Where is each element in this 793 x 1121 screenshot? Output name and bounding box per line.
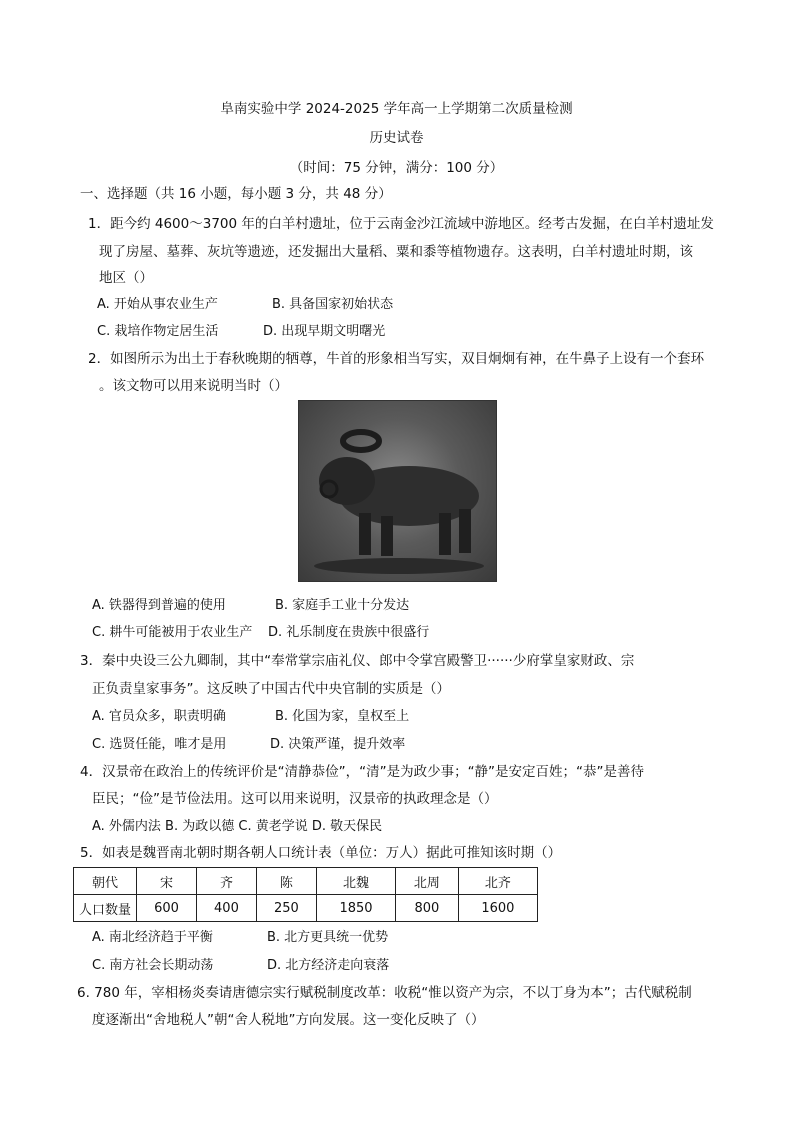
table-cell: 北周 [396, 868, 459, 895]
table-cell: 陈 [256, 868, 316, 895]
table-cell: 800 [396, 895, 459, 922]
q1-line-1: 1．距今约 4600～3700 年的白羊村遗址，位于云南金沙江流域中游地区。经考古发掘，在白羊村遗址发 [88, 216, 714, 232]
table-cell: 北齐 [458, 868, 537, 895]
q2-option-d: D. 礼乐制度在贵族中很盛行 [268, 625, 430, 640]
q3-option-b: B. 化国为家，皇权至上 [275, 709, 410, 724]
q6-line-2: 度逐渐出“舍地税人”朝“舍人税地”方向发展。这一变化反映了（） [92, 1012, 485, 1028]
q2-option-a: A. 铁器得到普遍的使用 [92, 598, 226, 613]
table-cell: 北魏 [316, 868, 395, 895]
q2-line-2: 。该文物可以用来说明当时（） [99, 378, 288, 394]
q1-option-a: A. 开始从事农业生产 [97, 297, 218, 312]
table-cell: 400 [196, 895, 256, 922]
q3-option-c: C. 选贤任能，唯才是用 [92, 737, 227, 752]
ox-zun-bronze-photo [298, 400, 497, 582]
q3-option-d: D. 决策严谨，提升效率 [270, 737, 406, 752]
q2-option-b: B. 家庭手工业十分发达 [275, 598, 410, 613]
q5-option-b: B. 北方更具统一优势 [267, 930, 389, 945]
exam-meta: （时间：75 分钟，满分：100 分） [289, 160, 504, 176]
q3-line-1: 3．秦中央设三公九卿制，其中“奉常掌宗庙礼仪、郎中令掌宫殿警卫······少府掌皇家财政、宗 [80, 653, 635, 669]
table-cell: 600 [137, 895, 197, 922]
q1-option-b: B. 具备国家初始状态 [272, 297, 394, 312]
population-table [73, 867, 538, 922]
q1-option-d: D. 出现早期文明曙光 [263, 324, 386, 339]
section-heading: 一、选择题（共 16 小题，每小题 3 分，共 48 分） [80, 186, 392, 202]
table-cell: 1600 [458, 895, 537, 922]
table-row [74, 868, 538, 895]
q1-option-c: C. 栽培作物定居生活 [97, 324, 219, 339]
q5-line-1: 5．如表是魏晋南北朝时期各朝人口统计表（单位：万人）据此可推知该时期（） [80, 845, 562, 861]
q2-option-c: C. 耕牛可能被用于农业生产 [92, 625, 253, 640]
q5-option-a: A. 南北经济趋于平衡 [92, 930, 213, 945]
q4-line-1: 4．汉景帝在政治上的传统评价是“清静恭俭”，“清”是为政少事；“静”是安定百姓；“恭”是善待 [80, 764, 645, 780]
table-row [74, 895, 538, 922]
q4-line-2: 臣民；“俭”是节俭法用。这可以用来说明，汉景帝的执政理念是（） [92, 791, 498, 807]
table-cell: 宋 [137, 868, 197, 895]
exam-title: 阜南实验中学 2024-2025 学年高一上学期第二次质量检测 [220, 101, 573, 117]
q1-line-2: 现了房屋、墓葬、灰坑等遗迹，还发掘出大量稻、粟和黍等植物遗存。这表明，白羊村遗址时期，该 [99, 244, 693, 260]
table-cell: 人口数量 [74, 895, 137, 922]
q3-option-a: A. 官员众多，职责明确 [92, 709, 226, 724]
exam-subtitle: 历史试卷 [369, 130, 424, 146]
ox-zun-illustration [299, 401, 496, 581]
q4-options: A. 外儒内法 B. 为政以德 C. 黄老学说 D. 敬天保民 [92, 819, 383, 834]
table-cell: 250 [256, 895, 316, 922]
q2-line-1: 2．如图所示为出土于春秋晚期的牺尊，牛首的形象相当写实，双目炯炯有神，在牛鼻子上设有一个套环 [88, 351, 705, 367]
q3-line-2: 正负责皇家事务”。这反映了中国古代中央官制的实质是（） [92, 681, 450, 697]
q6-line-1: 6. 780 年，宰相杨炎奏请唐德宗实行赋税制度改革：收税“惟以资产为宗，不以丁身为本”；古代赋税制 [77, 985, 692, 1001]
q5-option-c: C. 南方社会长期动荡 [92, 958, 214, 973]
q5-option-d: D. 北方经济走向衰落 [267, 958, 390, 973]
q1-line-3: 地区（） [99, 270, 153, 286]
table-cell: 1850 [316, 895, 395, 922]
table-cell: 朝代 [74, 868, 137, 895]
table-cell: 齐 [196, 868, 256, 895]
